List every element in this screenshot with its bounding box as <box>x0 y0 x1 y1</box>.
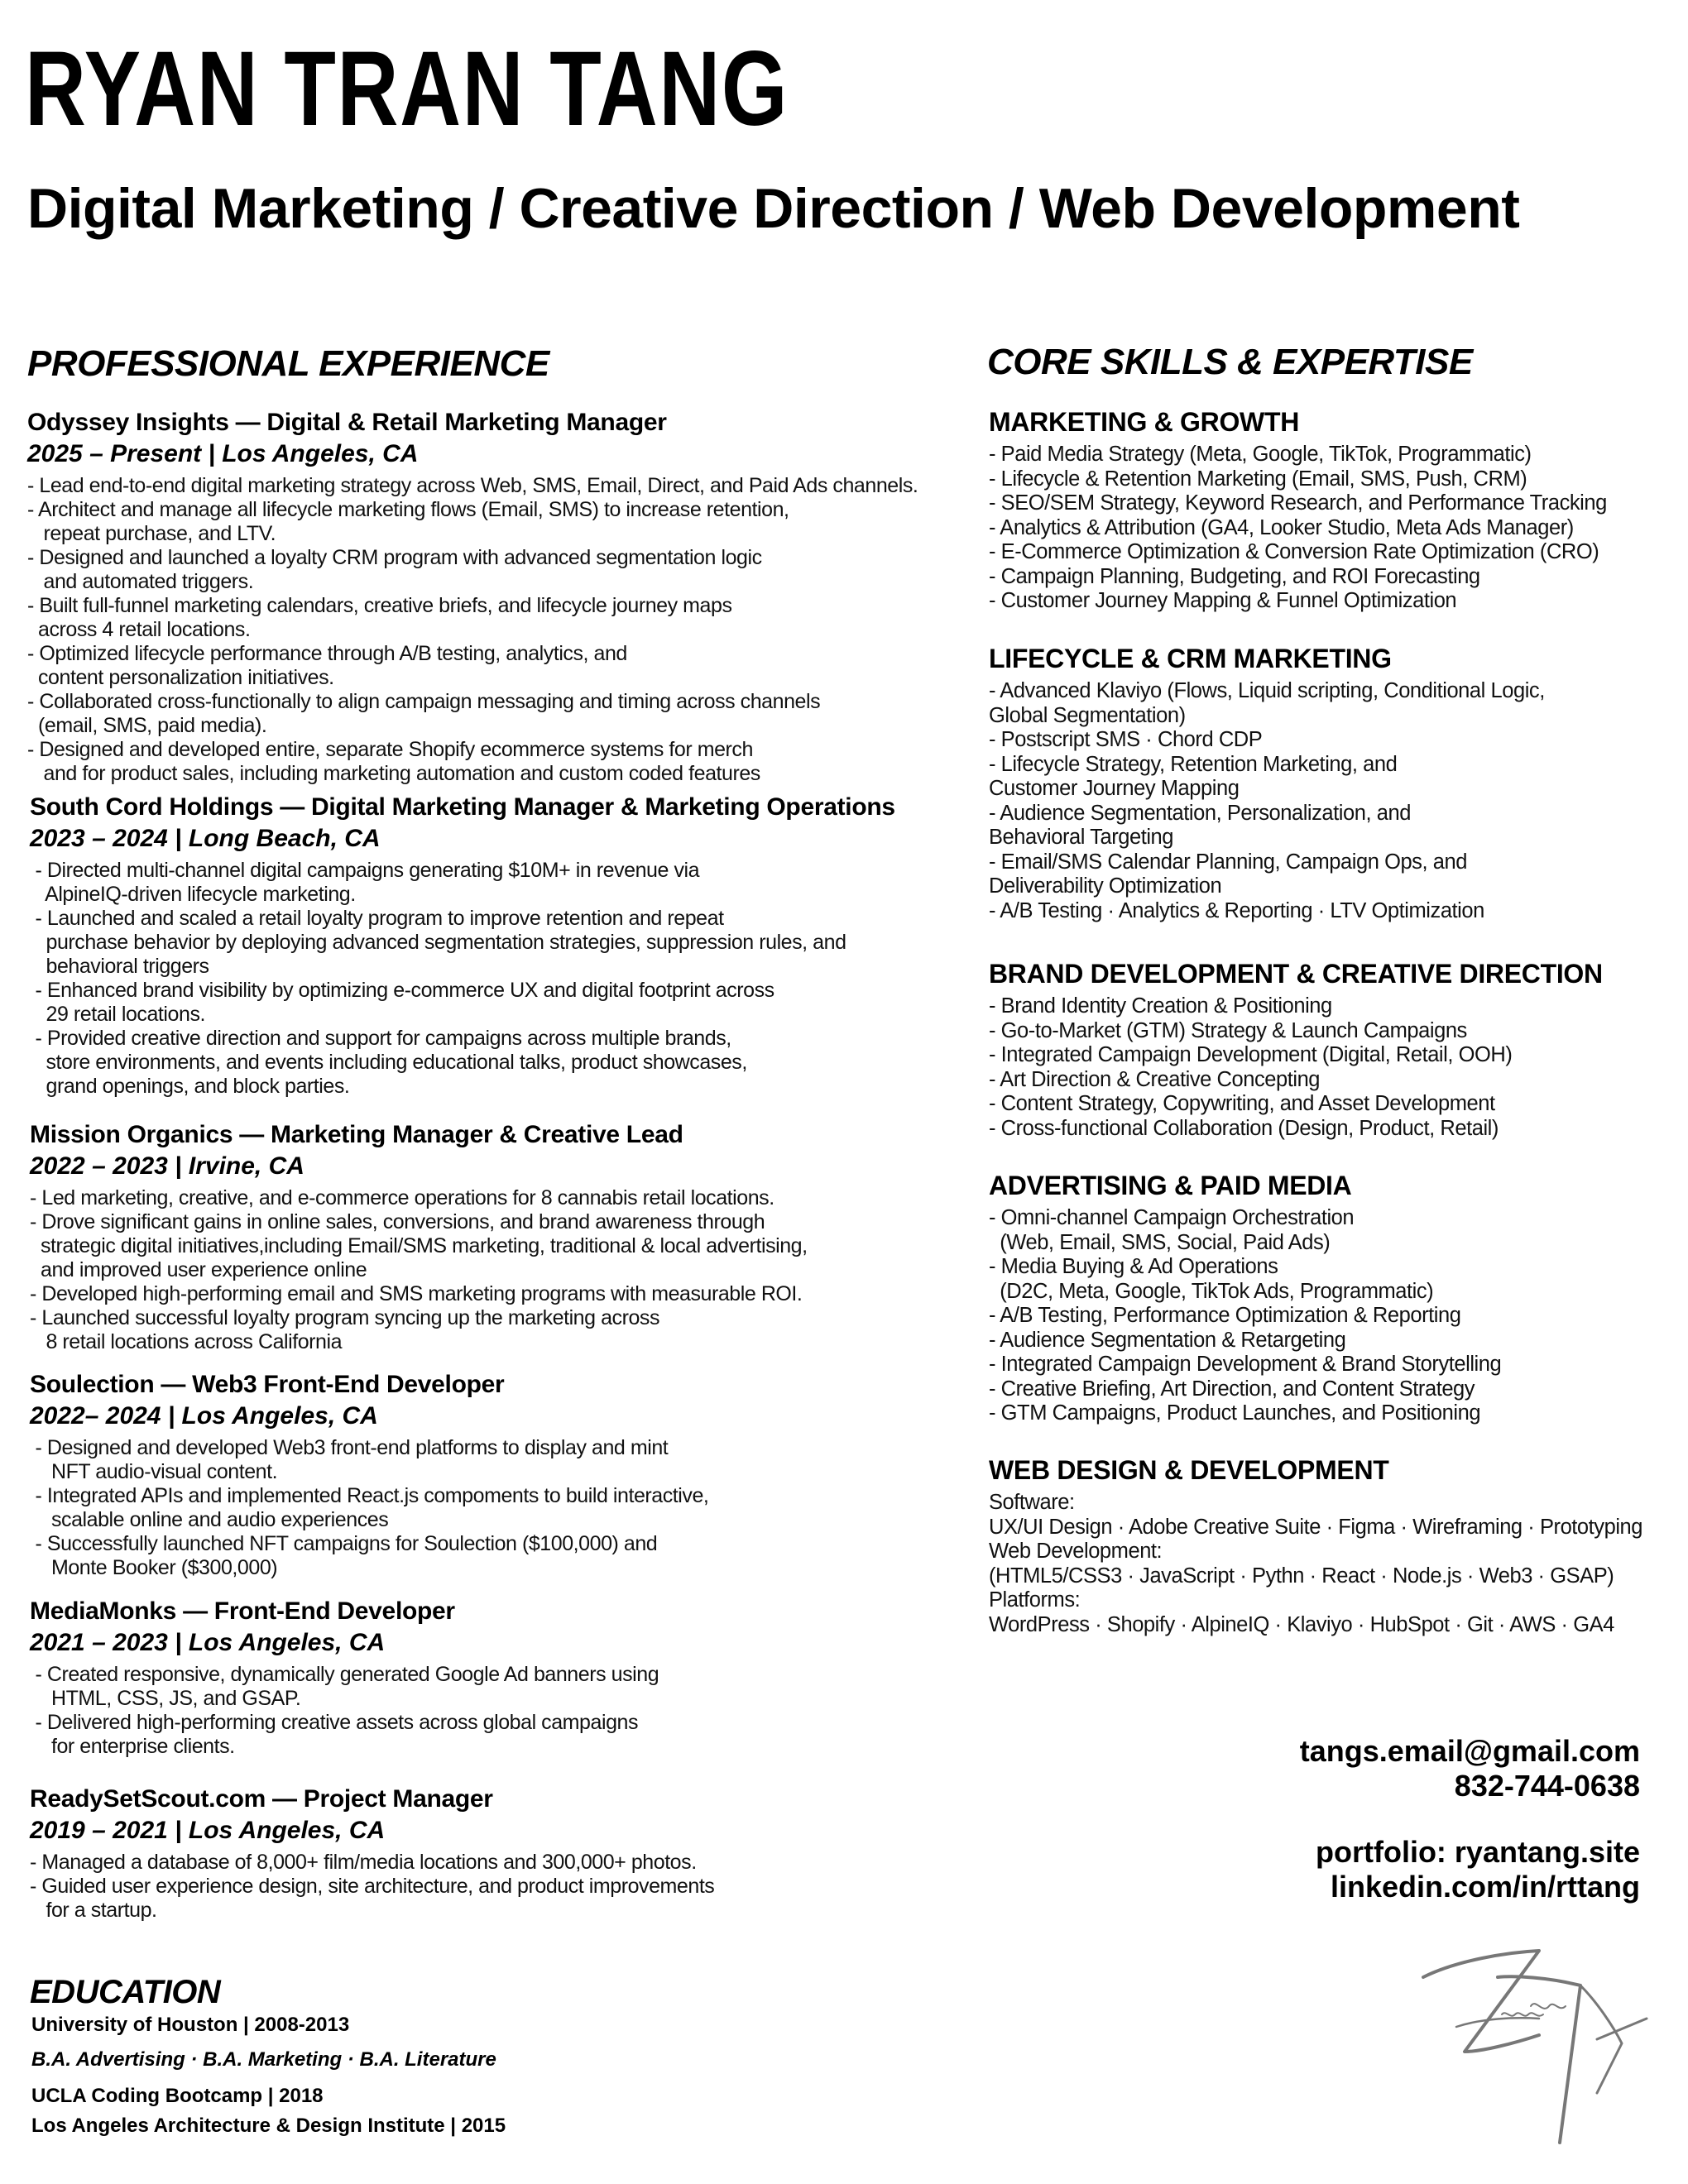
skill-item: (D2C, Meta, Google, TikTok Ads, Programmatic) <box>989 1279 1434 1303</box>
bullet: - Built full-funnel marketing calendars, creative briefs, and lifecycle journey maps <box>27 594 732 617</box>
resume-name: RYAN TRAN TANG <box>25 30 789 148</box>
linkedin-link[interactable]: linkedin.com/in/rttang <box>1330 1870 1640 1904</box>
skill-group-title: LIFECYCLE & CRM MARKETING <box>989 644 1392 673</box>
job-entry <box>30 793 895 1099</box>
job-bullets <box>30 1186 808 1354</box>
job-dates-location: 2021 – 2023 | Los Angeles, CA <box>30 1629 386 1656</box>
skill-item: WordPress · Shopify · AlpineIQ · Klaviyo · HubSpot · Git · AWS · GA4 <box>989 1612 1614 1636</box>
job-title: Odyssey Insights — Digital & Retail Marketing Manager <box>27 409 667 436</box>
skill-item: - Brand Identity Creation & Positioning <box>989 994 1332 1018</box>
skill-list <box>989 1206 1501 1426</box>
bullet: HTML, CSS, JS, and GSAP. <box>30 1687 301 1710</box>
skill-item: - Integrated Campaign Development (Digital, Retail, OOH) <box>989 1043 1513 1066</box>
bullet: - Drove significant gains in online sales, conversions, and brand awareness through <box>30 1210 765 1233</box>
contact-email[interactable]: tangs.email@gmail.com <box>1299 1734 1640 1768</box>
job-bullets <box>30 1436 708 1580</box>
job-bullets <box>27 474 918 786</box>
bullet: 29 retail locations. <box>30 1003 205 1026</box>
skills-heading: CORE SKILLS & EXPERTISE <box>987 342 1473 382</box>
bullet: - Provided creative direction and support for campaigns across multiple brands, <box>30 1027 731 1050</box>
signature-icon <box>1407 1928 1655 2151</box>
job-bullets <box>30 859 895 1099</box>
bullet: 8 retail locations across California <box>30 1330 343 1353</box>
bullet: - Enhanced brand visibility by optimizing e-commerce UX and digital footprint across <box>30 979 774 1002</box>
job-title: Mission Organics — Marketing Manager & Creative Lead <box>30 1121 683 1148</box>
skill-group-title: ADVERTISING & PAID MEDIA <box>989 1171 1352 1200</box>
job-entry <box>30 1784 714 1923</box>
experience-heading: PROFESSIONAL EXPERIENCE <box>27 343 549 384</box>
bullet: for a startup. <box>30 1899 157 1922</box>
resume-tagline: Digital Marketing / Creative Direction / Web Development <box>27 177 1520 240</box>
job-title: Soulection — Web3 Front-End Developer <box>30 1371 505 1398</box>
bullet: - Managed a database of 8,000+ film/media locations and 300,000+ photos. <box>30 1851 697 1874</box>
skill-item: - Audience Segmentation, Personalization, and <box>989 801 1411 825</box>
bullet: - Developed high-performing email and SMS marketing programs with measurable ROI. <box>30 1282 803 1305</box>
skill-item: - Paid Media Strategy (Meta, Google, TikTok, Programmatic) <box>989 443 1532 466</box>
skill-list <box>989 679 1545 923</box>
skill-item: - Email/SMS Calendar Planning, Campaign Ops, and <box>989 850 1467 874</box>
bullet: store environments, and events including educational talks, product showcases, <box>30 1051 747 1074</box>
bullet: - Launched and scaled a retail loyalty program to improve retention and repeat <box>30 907 724 930</box>
job-title: MediaMonks — Front-End Developer <box>30 1597 455 1625</box>
bullet: repeat purchase, and LTV. <box>27 522 276 545</box>
bullet: across 4 retail locations. <box>27 618 251 641</box>
job-entry <box>27 408 918 786</box>
skill-group-title: MARKETING & GROWTH <box>989 407 1300 437</box>
skill-item: - Media Buying & Ad Operations <box>989 1255 1278 1278</box>
skill-item: - Go-to-Market (GTM) Strategy & Launch Campaigns <box>989 1018 1467 1042</box>
skill-item: - Campaign Planning, Budgeting, and ROI Forecasting <box>989 564 1480 588</box>
education-school: UCLA Coding Bootcamp | 2018 <box>31 2085 324 2107</box>
bullet: and automated triggers. <box>27 570 254 593</box>
skill-item: UX/UI Design · Adobe Creative Suite · Figma · Wireframing · Prototyping <box>989 1515 1643 1539</box>
job-dates-location: 2022 – 2023 | Irvine, CA <box>30 1152 305 1180</box>
job-entry <box>30 1370 708 1580</box>
job-dates-location: 2022– 2024 | Los Angeles, CA <box>30 1402 378 1430</box>
skill-group <box>989 643 1545 923</box>
job-bullets <box>30 1663 659 1759</box>
bullet: - Led marketing, creative, and e-commerce operations for 8 cannabis retail locations. <box>30 1186 774 1209</box>
bullet: - Designed and launched a loyalty CRM program with advanced segmentation logic <box>27 546 762 569</box>
bullet: scalable online and audio experiences <box>30 1508 389 1531</box>
job-dates-location: 2019 – 2021 | Los Angeles, CA <box>30 1817 386 1844</box>
skill-item: Global Segmentation) <box>989 703 1186 727</box>
bullet: (email, SMS, paid media). <box>27 714 267 737</box>
job-entry <box>30 1597 659 1759</box>
bullet: behavioral triggers <box>30 955 209 978</box>
skill-group-title: WEB DESIGN & DEVELOPMENT <box>989 1455 1389 1485</box>
skill-item: - SEO/SEM Strategy, Keyword Research, and Performance Tracking <box>989 491 1607 515</box>
skill-item: - Cross-functional Collaboration (Design, Product, Retail) <box>989 1116 1499 1140</box>
bullet: purchase behavior by deploying advanced segmentation strategies, suppression rules, and <box>30 931 846 954</box>
skill-item: - A/B Testing, Performance Optimization & Reporting <box>989 1304 1461 1327</box>
skill-item: - Integrated Campaign Development & Brand Storytelling <box>989 1353 1502 1376</box>
skill-list <box>989 443 1607 614</box>
job-dates-location: 2025 – Present | Los Angeles, CA <box>27 440 419 467</box>
skill-group <box>989 1454 1642 1637</box>
education-degrees: B.A. Advertising · B.A. Marketing · B.A. Literature <box>31 2048 496 2071</box>
job-entry <box>30 1120 808 1354</box>
bullet: strategic digital initiatives,including Email/SMS marketing, traditional & local advertising, <box>30 1234 808 1257</box>
bullet: - Designed and developed Web3 front-end platforms to display and mint <box>30 1436 669 1459</box>
skill-item: - Omni-channel Campaign Orchestration <box>989 1206 1355 1229</box>
bullet: - Collaborated cross-functionally to align campaign messaging and timing across channels <box>27 690 821 713</box>
skill-item: (Web, Email, SMS, Social, Paid Ads) <box>989 1230 1331 1254</box>
skill-group <box>989 958 1603 1141</box>
bullet: - Created responsive, dynamically generated Google Ad banners using <box>30 1663 659 1686</box>
skill-group-title: BRAND DEVELOPMENT & CREATIVE DIRECTION <box>989 959 1603 989</box>
skill-group <box>989 406 1607 614</box>
skill-item: (HTML5/CSS3 · JavaScript · Pythn · React · Node.js · Web3 · GSAP) <box>989 1564 1614 1588</box>
bullet: - Optimized lifecycle performance through A/B testing, analytics, and <box>27 642 627 665</box>
skill-item: - Lifecycle & Retention Marketing (Email, SMS, Push, CRM) <box>989 467 1527 491</box>
education-heading: EDUCATION <box>30 1974 221 2010</box>
job-dates-location: 2023 – 2024 | Long Beach, CA <box>30 825 381 852</box>
job-title: South Cord Holdings — Digital Marketing Manager & Marketing Operations <box>30 793 895 821</box>
skill-item: Software: <box>989 1491 1075 1514</box>
bullet: - Successfully launched NFT campaigns for Soulection ($100,000) and <box>30 1532 658 1555</box>
skill-item: Web Development: <box>989 1540 1163 1563</box>
skill-item: - Customer Journey Mapping & Funnel Optimization <box>989 589 1457 612</box>
skill-item: - Postscript SMS · Chord CDP <box>989 728 1263 751</box>
bullet: NFT audio-visual content. <box>30 1460 278 1483</box>
skill-item: - Content Strategy, Copywriting, and Asset Development <box>989 1092 1495 1115</box>
skill-item: - Creative Briefing, Art Direction, and Content Strategy <box>989 1377 1475 1401</box>
job-bullets <box>30 1851 714 1923</box>
bullet: Monte Booker ($300,000) <box>30 1556 278 1579</box>
skill-group <box>989 1170 1501 1426</box>
skill-item: - E-Commerce Optimization & Conversion Rate Optimization (CRO) <box>989 540 1599 563</box>
bullet: for enterprise clients. <box>30 1735 235 1758</box>
bullet: - Directed multi-channel digital campaigns generating $10M+ in revenue via <box>30 859 700 882</box>
skill-list <box>989 1491 1642 1637</box>
bullet: and improved user experience online <box>30 1258 367 1281</box>
bullet: grand openings, and block parties. <box>30 1075 350 1098</box>
skill-item: - GTM Campaigns, Product Launches, and Positioning <box>989 1401 1481 1425</box>
bullet: - Integrated APIs and implemented React.js compoments to build interactive, <box>30 1484 709 1507</box>
bullet: - Architect and manage all lifecycle marketing flows (Email, SMS) to increase retention, <box>27 498 789 521</box>
bullet: - Designed and developed entire, separate Shopify ecommerce systems for merch <box>27 738 753 761</box>
education-school: Los Angeles Architecture & Design Institute | 2015 <box>31 2115 506 2137</box>
bullet: and for product sales, including marketing automation and custom coded features <box>27 762 760 785</box>
contact-phone[interactable]: 832-744-0638 <box>1454 1769 1640 1803</box>
skill-item: - Audience Segmentation & Retargeting <box>989 1328 1346 1352</box>
skill-item: - Analytics & Attribution (GA4, Looker Studio, Meta Ads Manager) <box>989 515 1574 539</box>
bullet: - Launched successful loyalty program syncing up the marketing across <box>30 1306 660 1329</box>
skill-item: - A/B Testing · Analytics & Reporting · LTV Optimization <box>989 898 1484 922</box>
bullet: - Guided user experience design, site architecture, and product improvements <box>30 1875 715 1898</box>
skill-item: - Art Direction & Creative Concepting <box>989 1067 1321 1091</box>
bullet: - Delivered high-performing creative assets across global campaigns <box>30 1711 639 1734</box>
job-title: ReadySetScout.com — Project Manager <box>30 1785 493 1813</box>
skill-item: - Lifecycle Strategy, Retention Marketing, and <box>989 752 1398 776</box>
skill-item: Platforms: <box>989 1588 1081 1612</box>
skill-list <box>989 994 1603 1141</box>
skill-item: Customer Journey Mapping <box>989 777 1240 800</box>
skill-item: Behavioral Targeting <box>989 826 1174 849</box>
skill-item: Deliverability Optimization <box>989 874 1222 898</box>
bullet: - Lead end-to-end digital marketing strategy across Web, SMS, Email, Direct, and Paid Ads channels. <box>27 474 918 497</box>
portfolio-link[interactable]: portfolio: ryantang.site <box>1315 1835 1640 1869</box>
education-school: University of Houston | 2008-2013 <box>31 2014 350 2036</box>
skill-item: - Advanced Klaviyo (Flows, Liquid scripting, Conditional Logic, <box>989 679 1545 702</box>
bullet: content personalization initiatives. <box>27 666 334 689</box>
bullet: AlpineIQ-driven lifecycle marketing. <box>30 883 356 906</box>
